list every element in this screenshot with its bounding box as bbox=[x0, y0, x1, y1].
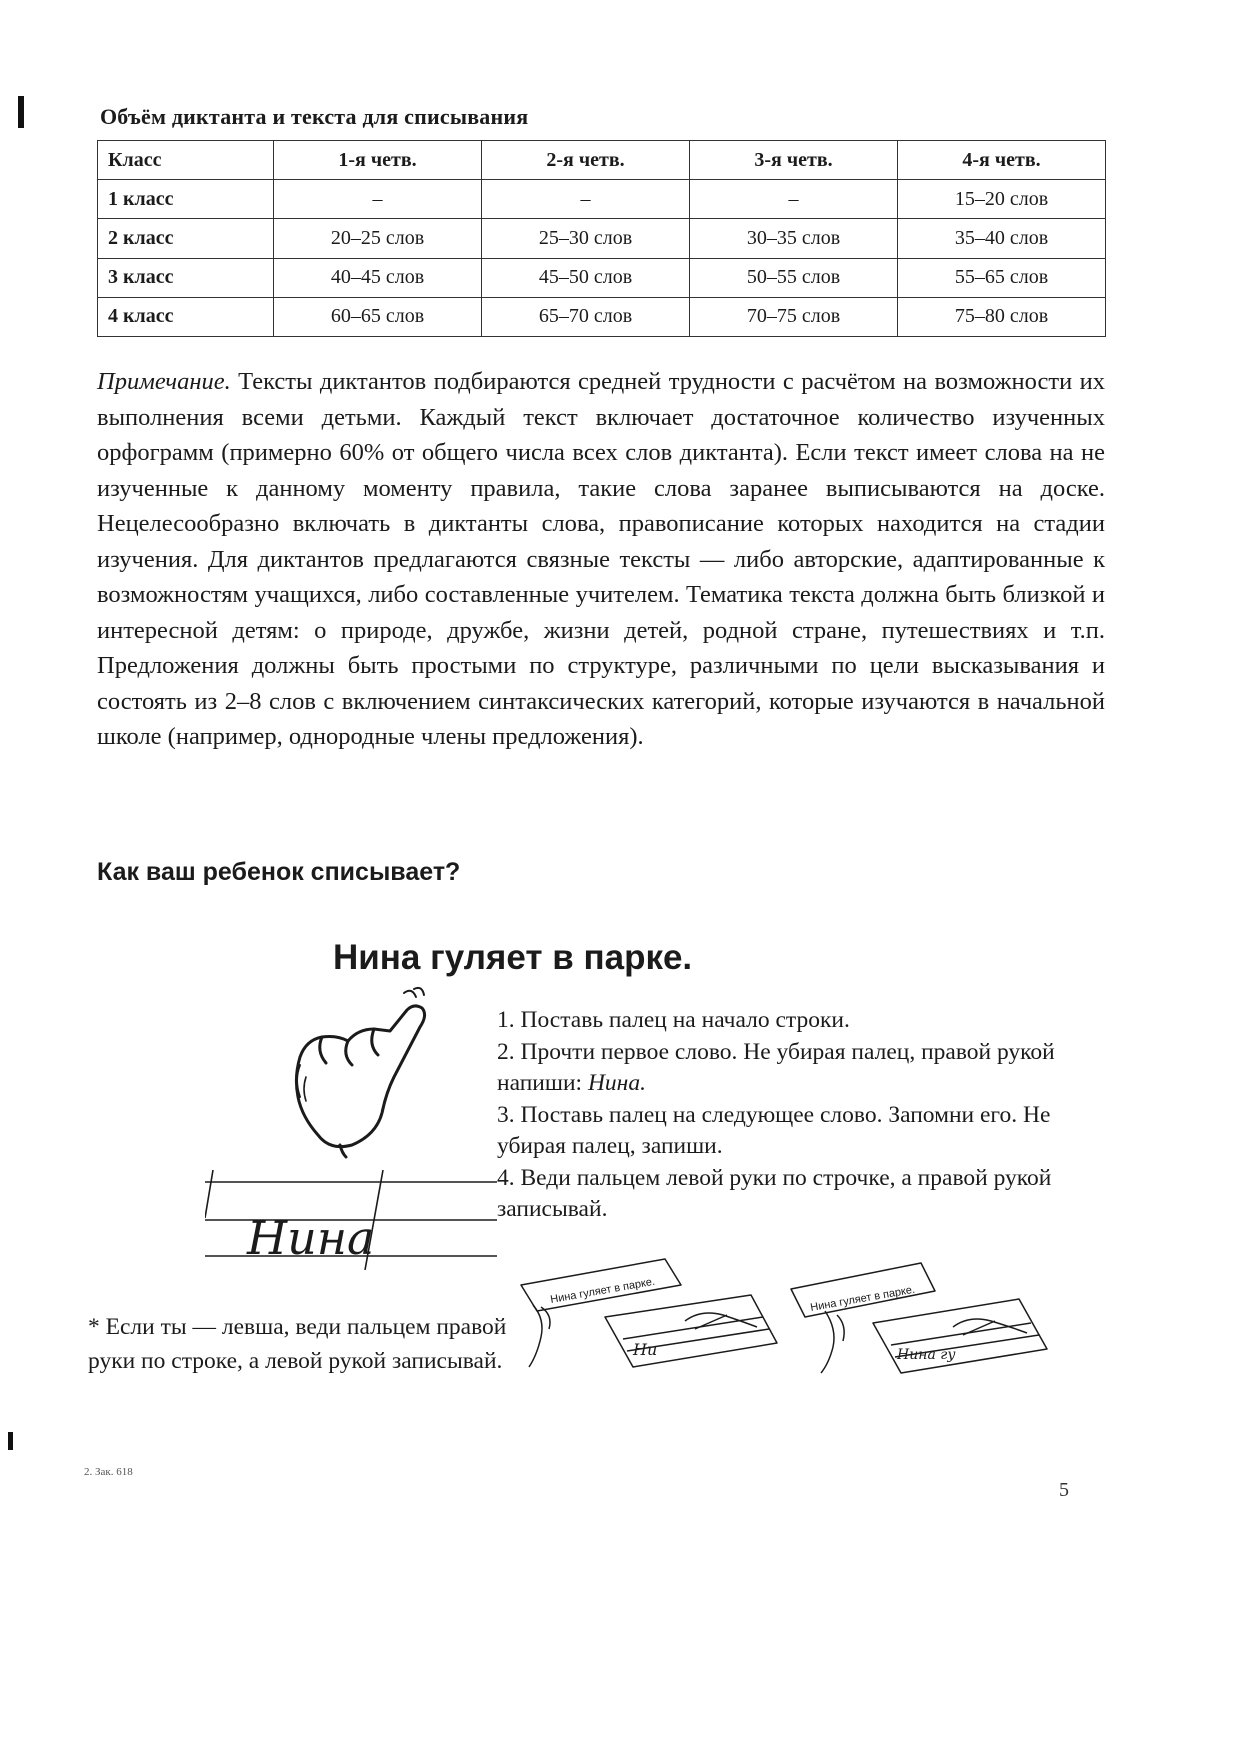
steps-list bbox=[497, 1005, 1097, 1226]
table-cell: 60–65 слов bbox=[274, 297, 482, 336]
table-cell: 50–55 слов bbox=[690, 258, 898, 297]
footer-code: 2. Зак. 618 bbox=[84, 1466, 133, 1478]
copying-illustration-right-hand bbox=[515, 1255, 785, 1375]
scan-mark-top bbox=[18, 96, 24, 128]
note-text: Тексты диктантов подбираются средней трудности с расчётом на возможности их выполнения всеми детьми. Каждый текст включает достаточное количество изученных орфограмм (примерно 60% от общего числа всех слов диктанта). Если текст имеет слова на не изученные к данному моменту правила, такие слова заранее выписываются на доске. Нецелесообразно включать в диктанты слова, правописание которых находится на стадии изучения. Для диктантов предлагаются связные тексты — либо авторские, адаптированные к возможностям учащихся, либо составленные учителем. Тематика текста должна быть близкой и интересной детям: о природе, дружбе, жизни детей, родной стране, путешествиях и т.п. Предложения должны быть простыми по структуре, различными по цели высказывания и состоять из 2–8 слов с включением синтаксических категорий, которые изучаются в начальной школе (например, однородные члены предложения). bbox=[97, 368, 1105, 750]
note-label: Примечание. bbox=[97, 368, 231, 395]
illustration-cursive: Нина гу bbox=[897, 1347, 956, 1363]
column-header: 3-я четв. bbox=[690, 141, 898, 180]
table-cell: 75–80 слов bbox=[898, 297, 1106, 336]
note-paragraph bbox=[97, 364, 1105, 755]
column-header: 4-я четв. bbox=[898, 141, 1106, 180]
step-1: 1. Поставь палец на начало строки. bbox=[497, 1007, 850, 1033]
row-label: 4 класс bbox=[98, 297, 274, 336]
row-label: 1 класс bbox=[98, 180, 274, 219]
table-cell: 35–40 слов bbox=[898, 219, 1106, 258]
table-cell: 45–50 слов bbox=[482, 258, 690, 297]
table-cell: – bbox=[482, 180, 690, 219]
table-row bbox=[98, 219, 1106, 258]
column-header: 1-я четв. bbox=[274, 141, 482, 180]
table-header-row bbox=[98, 141, 1106, 180]
table-cell: – bbox=[274, 180, 482, 219]
illustration-label: Нина гуляет в парке. bbox=[809, 1283, 916, 1314]
pointing-hand-icon bbox=[282, 985, 472, 1160]
illustration-cursive: Ни bbox=[633, 1340, 658, 1359]
illustration-label: Нина гуляет в парке. bbox=[549, 1275, 656, 1306]
table-cell: 20–25 слов bbox=[274, 219, 482, 258]
table-row bbox=[98, 297, 1106, 336]
table-cell: 25–30 слов bbox=[482, 219, 690, 258]
page-number: 5 bbox=[1059, 1479, 1069, 1501]
cursive-word: Нина bbox=[247, 1211, 375, 1265]
dictation-volume-table bbox=[97, 140, 1106, 337]
section-heading: Как ваш ребенок списывает? bbox=[97, 858, 461, 886]
table-cell: 40–45 слов bbox=[274, 258, 482, 297]
scan-mark-bottom bbox=[8, 1432, 13, 1450]
table-cell: 15–20 слов bbox=[898, 180, 1106, 219]
table-cell: 30–35 слов bbox=[690, 219, 898, 258]
row-label: 2 класс bbox=[98, 219, 274, 258]
step-4: 4. Веди пальцем левой руки по строчке, а правой рукой записывай. bbox=[497, 1164, 1052, 1222]
table-cell: – bbox=[690, 180, 898, 219]
table-cell: 70–75 слов bbox=[690, 297, 898, 336]
table-row bbox=[98, 180, 1106, 219]
step-3: 3. Поставь палец на следующее слово. Запомни его. Не убирая палец, запиши. bbox=[497, 1101, 1051, 1159]
column-header: 2-я четв. bbox=[482, 141, 690, 180]
step-2: 2. Прочти первое слово. Не убирая палец, правой рукой напиши: Нина. bbox=[497, 1038, 1055, 1096]
example-sentence: Нина гуляет в парке. bbox=[333, 938, 693, 977]
table-cell: 55–65 слов bbox=[898, 258, 1106, 297]
left-handed-note: * Если ты — левша, веди пальцем правой руки по строке, а левой рукой записывай. bbox=[88, 1314, 507, 1374]
handwriting-lines bbox=[205, 1170, 500, 1270]
table-cell: 65–70 слов bbox=[482, 297, 690, 336]
table-title: Объём диктанта и текста для списывания bbox=[100, 104, 529, 129]
column-header: Класс bbox=[98, 141, 274, 180]
table-row bbox=[98, 258, 1106, 297]
row-label: 3 класс bbox=[98, 258, 274, 297]
copying-illustration-progress bbox=[785, 1255, 1055, 1375]
